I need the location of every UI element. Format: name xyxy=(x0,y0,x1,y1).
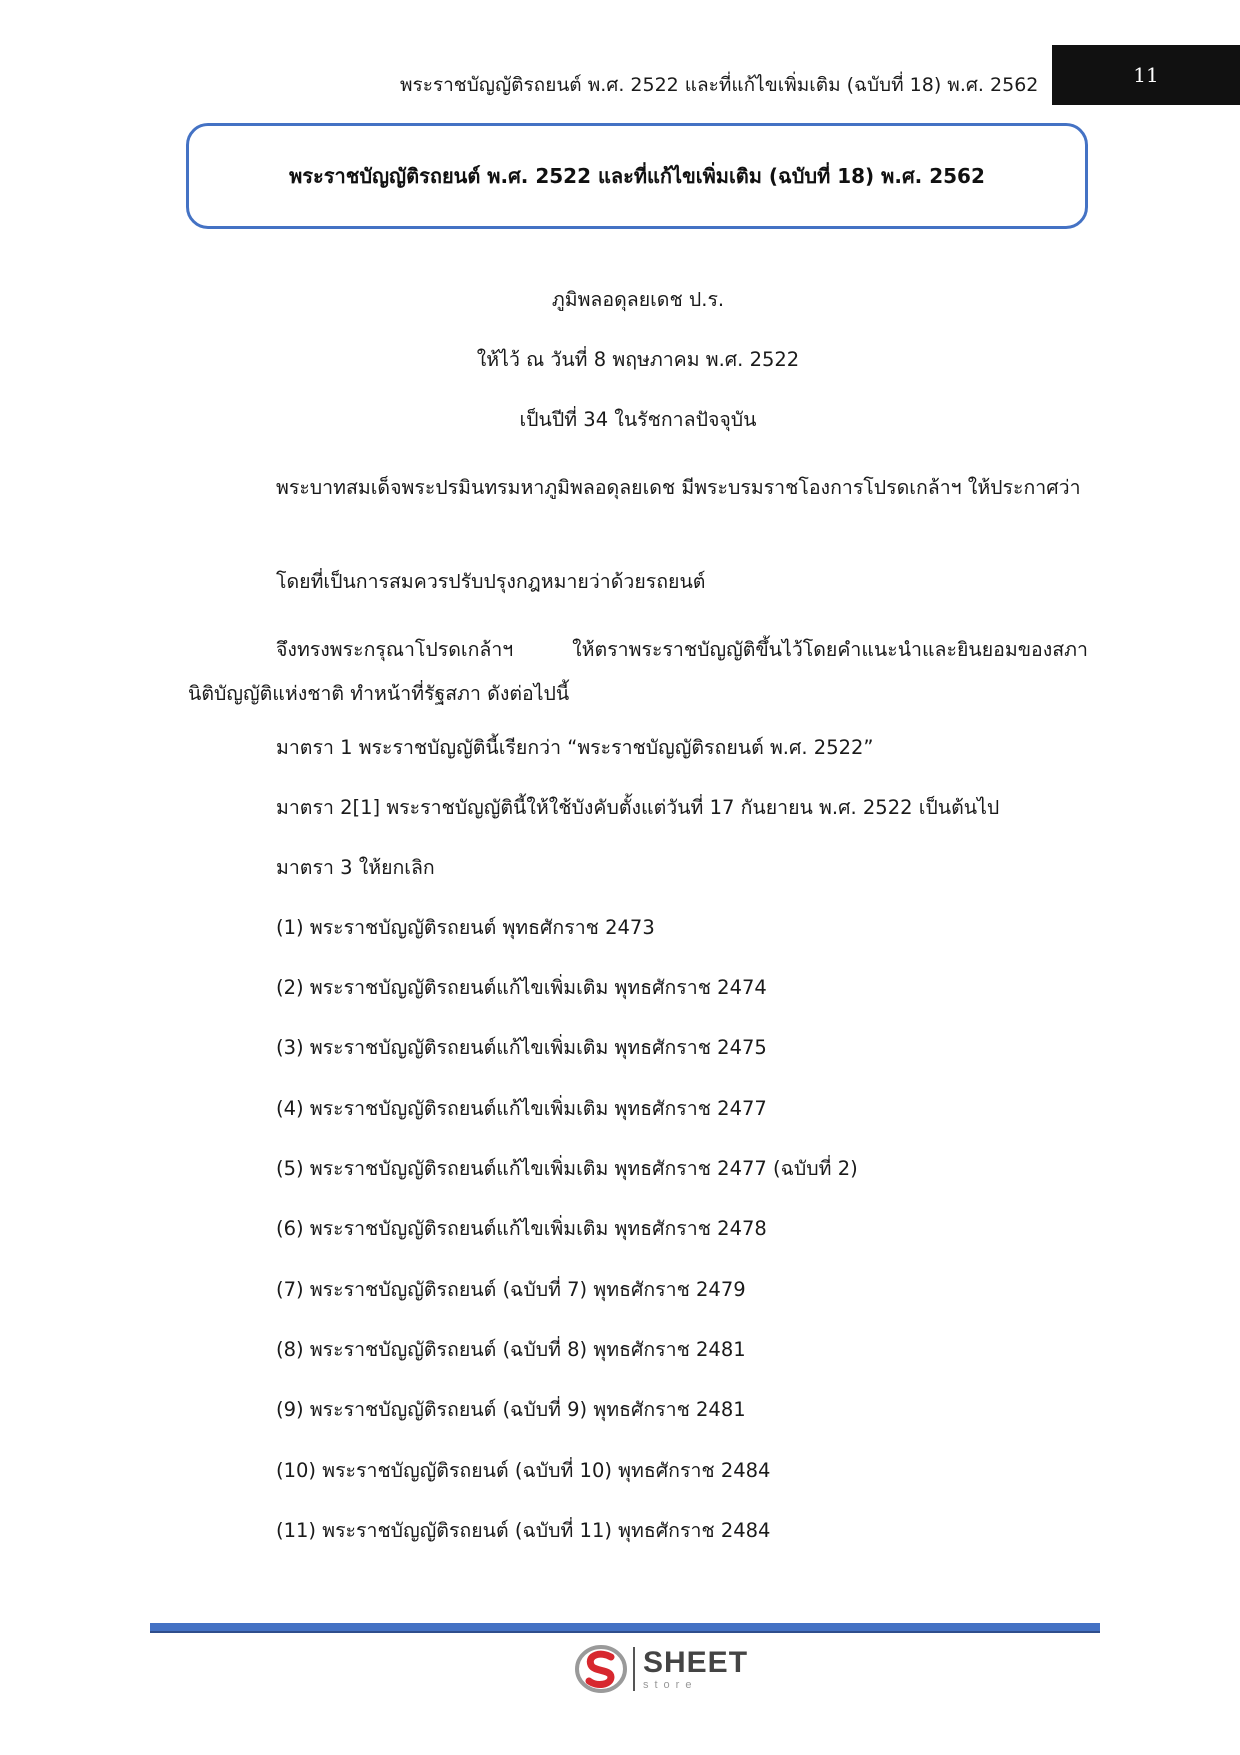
reign-year: เป็นปีที่ 34 ในรัชกาลปัจจุบัน xyxy=(519,408,757,431)
sheet-store-s-icon xyxy=(575,1643,627,1695)
sheet-store-logo xyxy=(575,1643,748,1695)
repealed-item: (6) พระราชบัญญัติรถยนต์แก้ไขเพิ่มเติม พุทธศักราช 2478 xyxy=(276,1217,767,1240)
repealed-item: (4) พระราชบัญญัติรถยนต์แก้ไขเพิ่มเติม พุทธศักราช 2477 xyxy=(276,1097,767,1120)
repealed-item: (3) พระราชบัญญัติรถยนต์แก้ไขเพิ่มเติม พุทธศักราช 2475 xyxy=(276,1036,767,1059)
section-2: มาตรา 2[1] พระราชบัญญัตินี้ให้ใช้บังคับตั้งแต่วันที่ 17 กันยายน พ.ศ. 2522 เป็นต้นไป xyxy=(276,796,1000,819)
repealed-item: (8) พระราชบัญญัติรถยนต์ (ฉบับที่ 8) พุทธศักราช 2481 xyxy=(276,1338,746,1361)
enactment-paragraph: จึงทรงพระกรุณาโปรดเกล้าฯ ให้ตราพระราชบัญญัติขึ้นไว้โดยคำแนะนำและยินยอมของสภานิติบัญญัติแห่งชาติ ทำหน้าที่รัฐสภา ดังต่อไปนี้ xyxy=(188,638,1088,705)
logo-main-text: SHEET xyxy=(643,1645,749,1679)
king-signature: ภูมิพลอดุลยเดช ป.ร. xyxy=(551,288,725,311)
title-box xyxy=(186,123,1088,229)
repealed-item: (7) พระราชบัญญัติรถยนต์ (ฉบับที่ 7) พุทธศักราช 2479 xyxy=(276,1278,746,1301)
logo-wordmark xyxy=(643,1645,749,1691)
repealed-item: (2) พระราชบัญญัติรถยนต์แก้ไขเพิ่มเติม พุทธศักราช 2474 xyxy=(276,976,767,999)
given-date: ให้ไว้ ณ วันที่ 8 พฤษภาคม พ.ศ. 2522 xyxy=(476,348,800,371)
section-3: มาตรา 3 ให้ยกเลิก xyxy=(276,856,435,879)
logo-sub-text: store xyxy=(643,1678,698,1691)
running-header: พระราชบัญญัติรถยนต์ พ.ศ. 2522 และที่แก้ไขเพิ่มเติม (ฉบับที่ 18) พ.ศ. 2562 xyxy=(400,74,1039,96)
footer-rule xyxy=(150,1623,1100,1633)
repealed-item: (1) พระราชบัญญัติรถยนต์ พุทธศักราช 2473 xyxy=(276,916,655,939)
repealed-item: (5) พระราชบัญญัติรถยนต์แก้ไขเพิ่มเติม พุทธศักราช 2477 (ฉบับที่ 2) xyxy=(276,1157,858,1180)
repealed-item: (11) พระราชบัญญัติรถยนต์ (ฉบับที่ 11) พุทธศักราช 2484 xyxy=(276,1519,771,1542)
logo-divider xyxy=(633,1647,635,1691)
rationale-paragraph: โดยที่เป็นการสมควรปรับปรุงกฎหมายว่าด้วยรถยนต์ xyxy=(276,570,706,593)
repealed-item: (10) พระราชบัญญัติรถยนต์ (ฉบับที่ 10) พุทธศักราช 2484 xyxy=(276,1459,771,1482)
royal-command-paragraph: พระบาทสมเด็จพระปรมินทรมหาภูมิพลอดุลยเดช มีพระบรมราชโองการโปรดเกล้าฯ ให้ประกาศว่า xyxy=(276,476,1081,499)
page-number: 11 xyxy=(1052,45,1240,105)
repealed-item: (9) พระราชบัญญัติรถยนต์ (ฉบับที่ 9) พุทธศักราช 2481 xyxy=(276,1398,746,1421)
section-1: มาตรา 1 พระราชบัญญัตินี้เรียกว่า “พระราชบัญญัติรถยนต์ พ.ศ. 2522” xyxy=(276,736,874,759)
document-title: พระราชบัญญัติรถยนต์ พ.ศ. 2522 และที่แก้ไขเพิ่มเติม (ฉบับที่ 18) พ.ศ. 2562 xyxy=(289,164,985,188)
